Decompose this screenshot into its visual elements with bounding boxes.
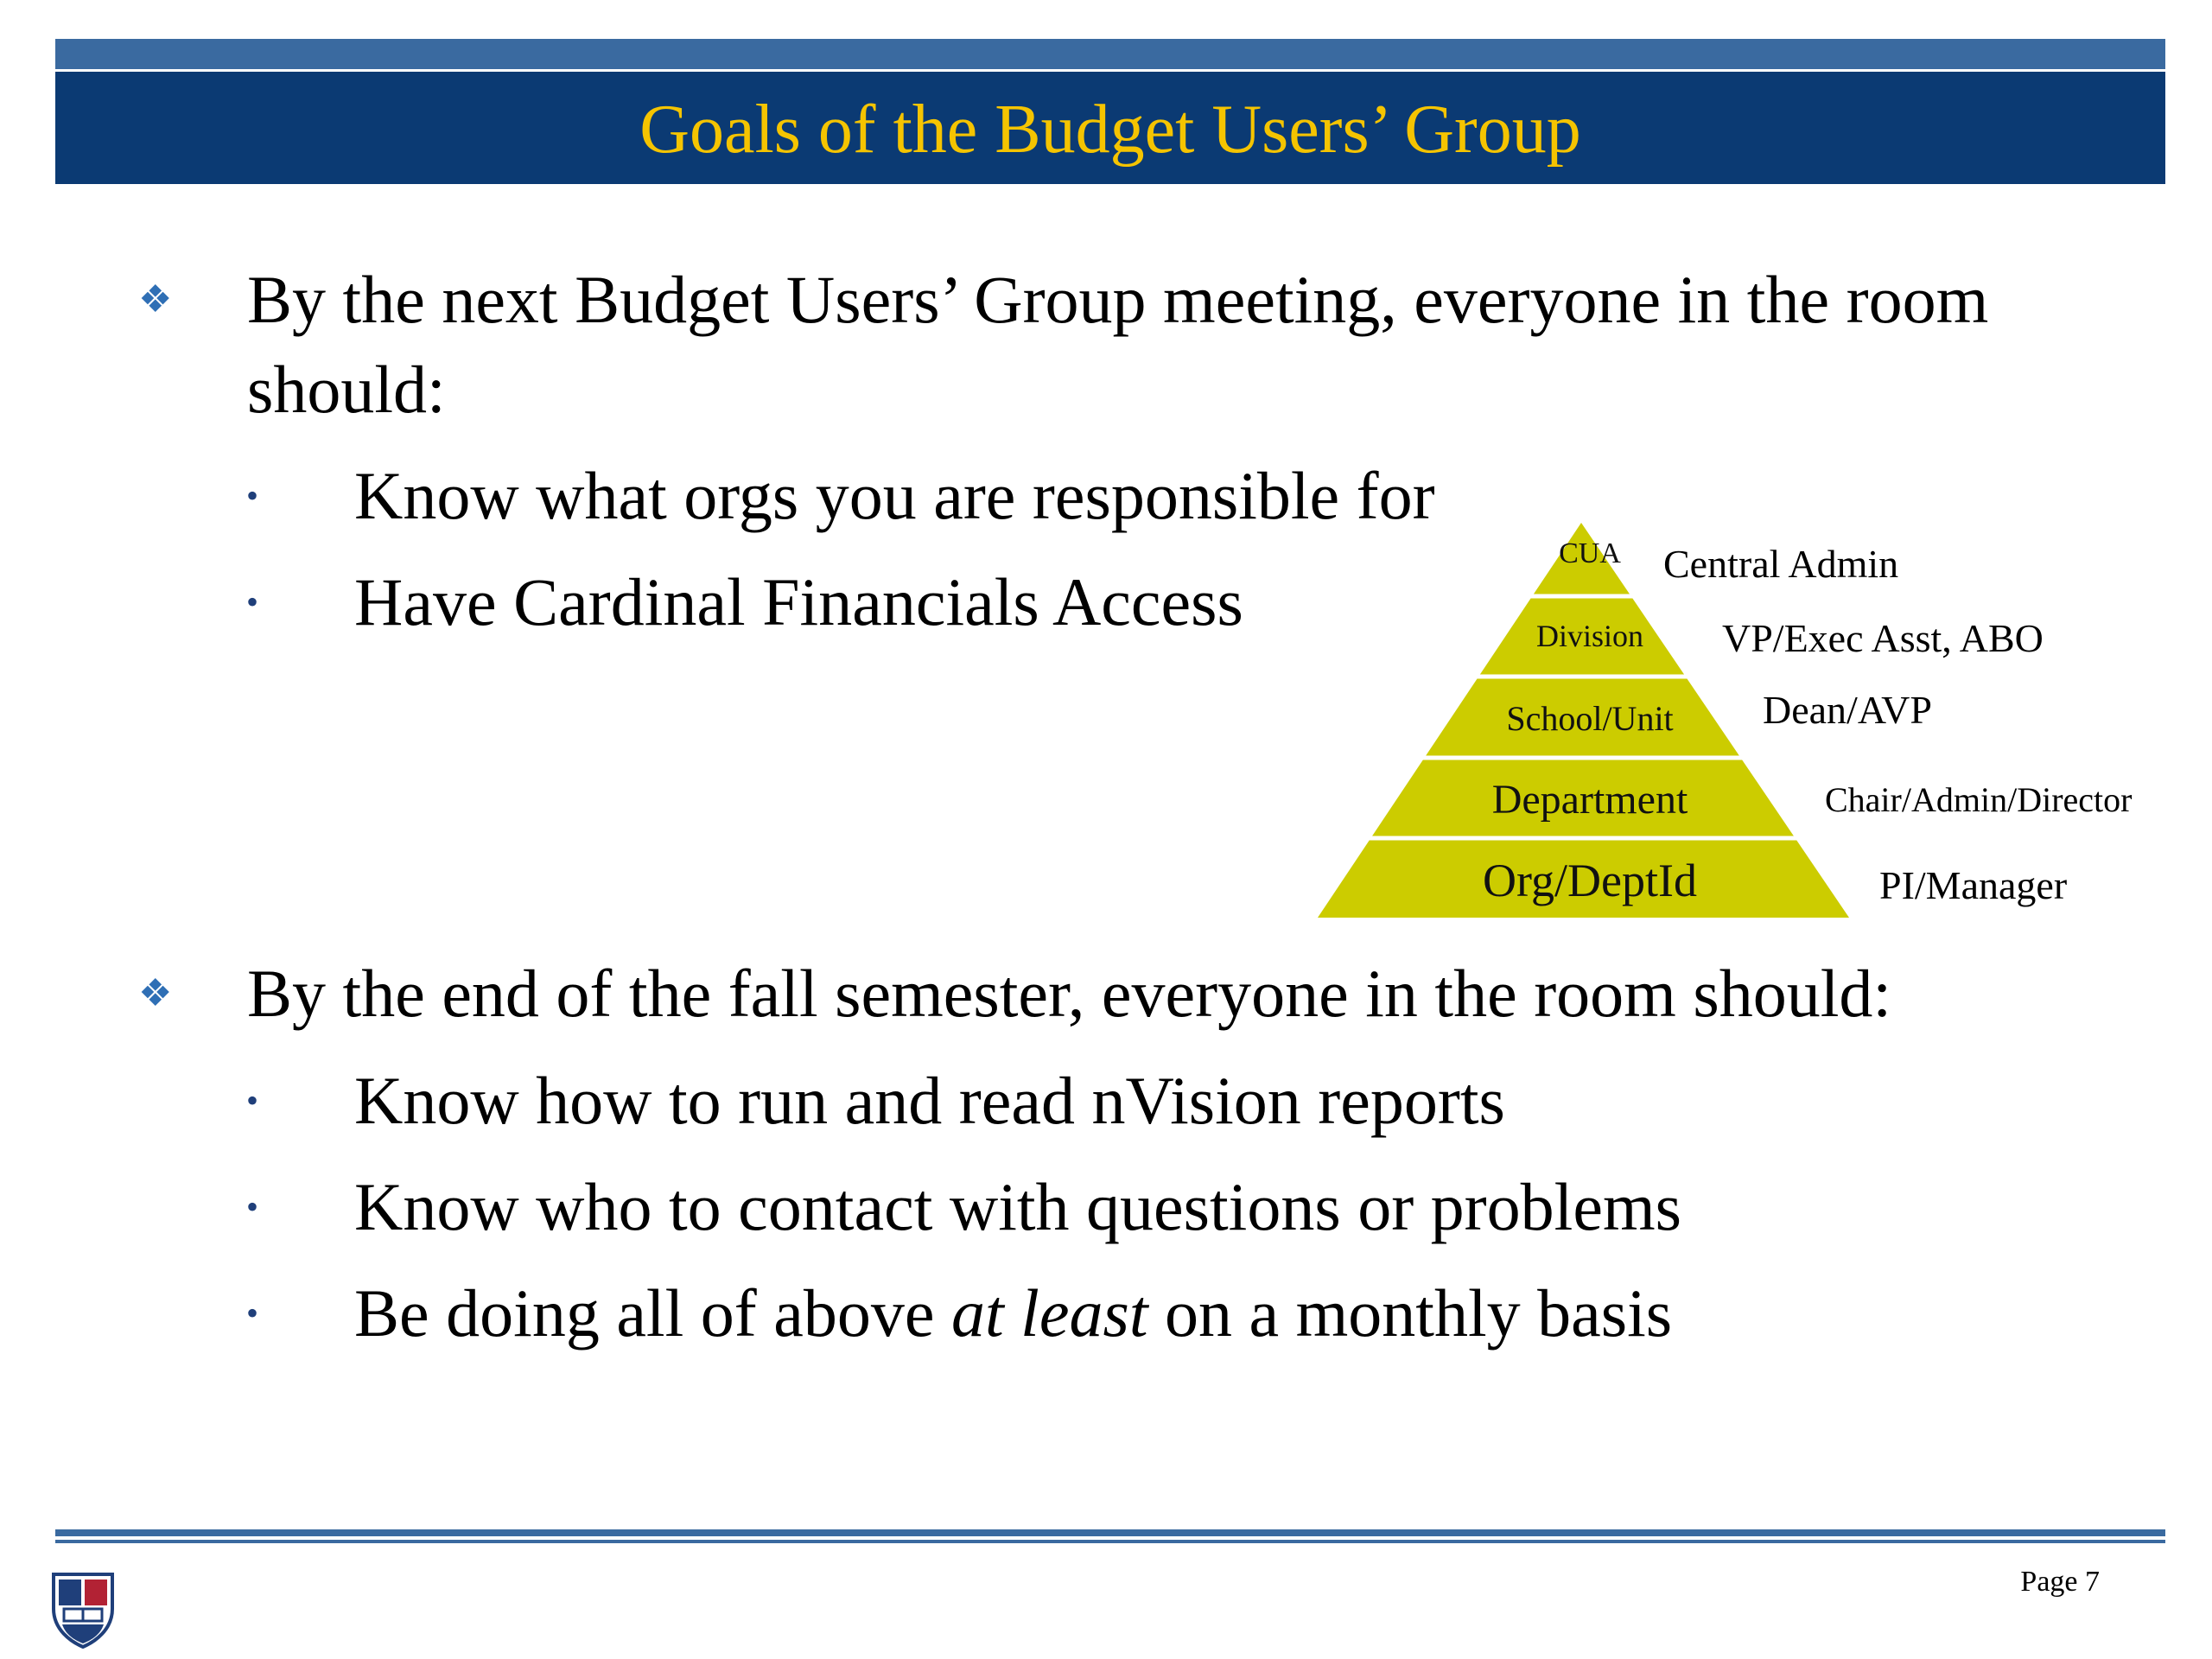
- sub-bullet-text: Know how to run and read nVision reports: [354, 1063, 1505, 1138]
- sub-bullet-text: Have Cardinal Financials Access: [354, 564, 1243, 639]
- title-band: [55, 72, 2165, 184]
- dot-icon: •: [246, 582, 259, 621]
- pyramid-level-cua: CUA: [1559, 537, 1621, 569]
- main-bullet-text: By the end of the fall semester, everyone in the room should:: [247, 956, 1892, 1031]
- role-central-admin: Central Admin: [1663, 542, 1899, 586]
- sub-bullet-2-1: [246, 1056, 2147, 1146]
- emphasis-text: at least: [951, 1275, 1148, 1351]
- dot-icon: •: [246, 1187, 259, 1226]
- university-shield-icon: [50, 1571, 116, 1649]
- pyramid-level-org-deptid: Org/DeptId: [1483, 855, 1697, 906]
- pyramid-level-school-unit: School/Unit: [1506, 699, 1674, 738]
- text-after: on a monthly basis: [1147, 1275, 1673, 1351]
- sub-bullet-2-3: [246, 1268, 2147, 1358]
- footer-line-thin: [55, 1540, 2165, 1543]
- four-diamond-icon: ❖: [138, 278, 173, 321]
- slide-title: Goals of the Budget Users’ Group: [639, 92, 1581, 168]
- sub-bullet-2-2: [246, 1162, 2147, 1252]
- sub-bullet-text: [354, 1268, 2147, 1358]
- main-bullet-2: [138, 949, 2143, 1039]
- pyramid-level-division: Division: [1535, 619, 1643, 653]
- text-before: Be doing all of above: [354, 1275, 951, 1351]
- dot-icon: •: [246, 476, 259, 515]
- sub-bullet-text: Know who to contact with questions or problems: [354, 1169, 1681, 1244]
- dot-icon: •: [246, 1294, 259, 1332]
- main-bullet-1: [138, 255, 2143, 435]
- title-band-top-stripe: [55, 39, 2165, 69]
- pyramid-level-department: Department: [1491, 777, 1688, 823]
- main-bullet-text: By the next Budget Users’ Group meeting, everyone in the room should:: [247, 262, 1989, 427]
- role-vp-exec: VP/Exec Asst, ABO: [1722, 616, 2044, 660]
- page-number: Page 7: [2020, 1566, 2100, 1598]
- sub-bullet-text: Know what orgs you are responsible for: [354, 458, 1435, 533]
- footer-line: [55, 1529, 2165, 1536]
- role-pi-manager: PI/Manager: [1879, 863, 2068, 907]
- role-dean-avp: Dean/AVP: [1763, 688, 1932, 732]
- role-chair-admin-director: Chair/Admin/Director: [1825, 780, 2133, 819]
- four-diamond-icon: ❖: [138, 972, 173, 1014]
- dot-icon: •: [246, 1081, 259, 1120]
